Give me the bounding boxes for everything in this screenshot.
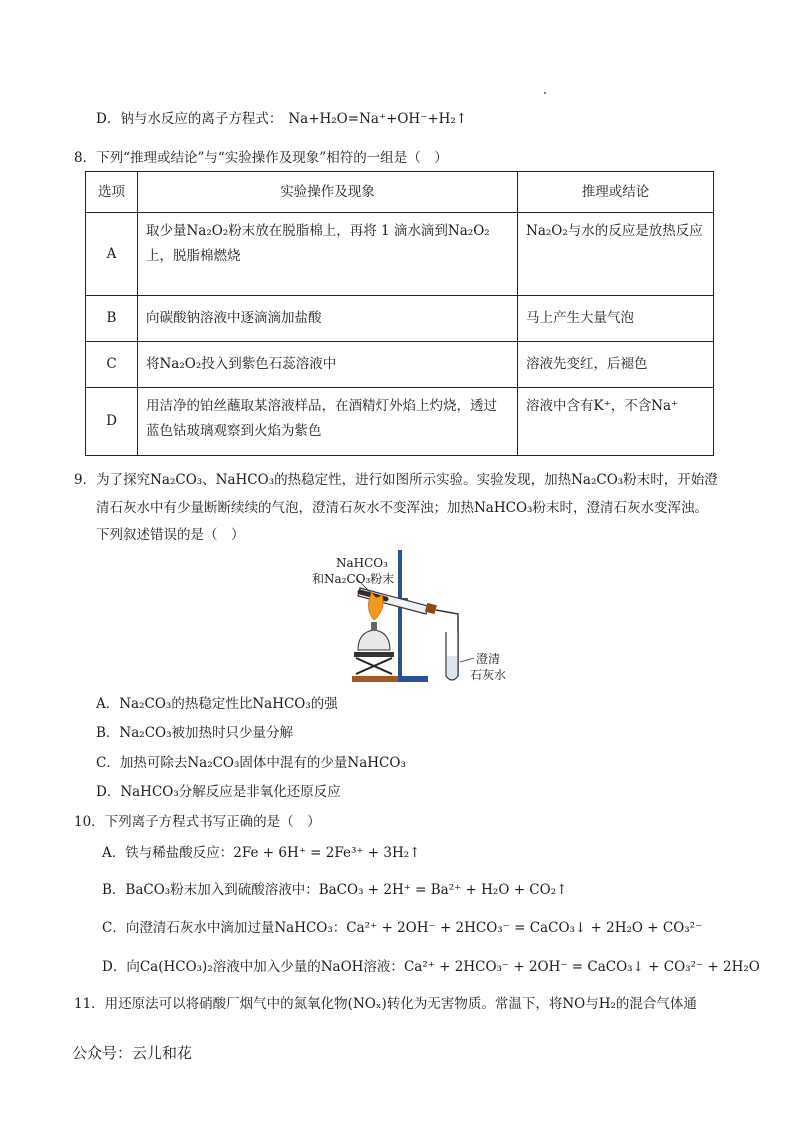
header-option: 选项 [86, 172, 138, 213]
table-row [86, 388, 714, 456]
q10-option-c-equation: Ca²⁺ + 2OH⁻ + 2HCO₃⁻ = CaCO₃↓ + 2H₂O + CO₃²⁻ [346, 920, 703, 936]
row-operation: 向碳酸钠溶液中逐滴滴加盐酸 [138, 296, 518, 342]
stray-dot [544, 92, 546, 94]
row-operation: 取少量Na₂O₂粉末放在脱脂棉上，再将 1 滴水滴到Na₂O₂上，脱脂棉燃烧 [138, 213, 518, 296]
q10-option-a [102, 841, 420, 861]
figure-label-limewater-2: 石灰水 [470, 668, 507, 682]
q9-apparatus-figure [300, 548, 520, 688]
table-row [86, 342, 714, 388]
footer-watermark: 公众号：云儿和花 [72, 1044, 193, 1062]
header-conclusion: 推理或结论 [518, 172, 714, 213]
q9-stem-line1: 9．为了探究Na₂CO₃、NaHCO₃的热稳定性，进行如图所示实验。实验发现，加热Na₂CO₃粉末时，开始澄 [74, 472, 718, 488]
q10-option-b [102, 878, 567, 898]
table-row [86, 296, 714, 342]
row-option: C [86, 342, 138, 388]
row-conclusion: 溶液中含有K⁺，不含Na⁺ [518, 388, 714, 456]
row-conclusion: Na₂O₂与水的反应是放热反应 [518, 213, 714, 296]
q9-option-b: B．Na₂CO₃被加热时只少量分解 [96, 725, 294, 741]
row-option: D [86, 388, 138, 456]
q9-stem-line2: 清石灰水中有少量断断续续的气泡，澄清石灰水不变浑浊；加热NaHCO₃粉末时，澄清石灰水变浑浊。 [96, 500, 708, 516]
q7-option-d-text: D．钠与水反应的离子方程式： [96, 111, 283, 127]
q10-option-a-prefix: A．铁与稀盐酸反应： [102, 845, 234, 861]
figure-label-powder-1: NaHCO₃ [336, 556, 388, 570]
header-operation: 实验操作及现象 [138, 172, 518, 213]
row-conclusion: 马上产生大量气泡 [518, 296, 714, 342]
lab-jack [352, 652, 398, 682]
table-header-row [86, 172, 714, 213]
q10-option-d [102, 955, 760, 975]
q9-option-a: A．Na₂CO₃的热稳定性比NaHCO₃的强 [96, 696, 338, 712]
q11-stem-line1: 11．用还原法可以将硝酸厂烟气中的氮氧化物(NOₓ)转化为无害物质。常温下，将NO与H₂的混合气体通 [74, 996, 697, 1012]
row-conclusion: 溶液先变红，后褪色 [518, 342, 714, 388]
q9-option-c: C．加热可除去Na₂CO₃固体中混有的少量NaHCO₃ [96, 755, 406, 771]
q10-option-b-prefix: B．BaCO₃粉末加入到硫酸溶液中： [102, 882, 319, 898]
q8-stem: 8．下列“推理或结论”与“实验操作及现象”相符的一组是（ ） [74, 150, 448, 166]
table-row [86, 213, 714, 296]
q10-option-d-equation: Ca²⁺ + 2HCO₃⁻ + 2OH⁻ = CaCO₃↓ + CO₃²⁻ + 2H₂O [403, 959, 760, 975]
row-option: A [86, 213, 138, 296]
alcohol-lamp [358, 622, 390, 650]
q10-stem: 10．下列离子方程式书写正确的是（ ） [74, 814, 321, 830]
row-operation: 用洁净的铂丝蘸取某溶液样品，在酒精灯外焰上灼烧，透过蓝色钴玻璃观察到火焰为紫色 [138, 388, 518, 456]
row-operation: 将Na₂O₂投入到紫色石蕊溶液中 [138, 342, 518, 388]
limewater-pointer [460, 658, 474, 662]
q10-option-c [102, 916, 702, 936]
q9-stem-line3: 下列叙述错误的是（ ） [96, 527, 245, 543]
figure-label-powder-2: 和Na₂CO₃粉末 [312, 572, 395, 586]
stand-rod [398, 550, 402, 678]
q10-option-d-prefix: D．向Ca(HCO₃)₂溶液中加入少量的NaOH溶液： [102, 959, 404, 975]
q9-option-d: D．NaHCO₃分解反应是非氧化还原反应 [96, 784, 341, 800]
q7-option-d-equation: Na+H₂O=Na⁺+OH⁻+H₂↑ [288, 111, 468, 127]
q8-table [85, 171, 714, 456]
limewater-test-tube [446, 632, 458, 680]
q10-option-a-equation: 2Fe + 6H⁺ = 2Fe³⁺ + 3H₂↑ [233, 845, 421, 861]
figure-label-limewater-1: 澄清 [476, 652, 501, 666]
q7-option-d [96, 107, 467, 127]
q10-option-b-equation: BaCO₃ + 2H⁺ = Ba²⁺ + H₂O + CO₂↑ [318, 882, 568, 898]
row-option: B [86, 296, 138, 342]
q10-option-c-prefix: C．向澄清石灰水中滴加过量NaHCO₃： [102, 920, 347, 936]
